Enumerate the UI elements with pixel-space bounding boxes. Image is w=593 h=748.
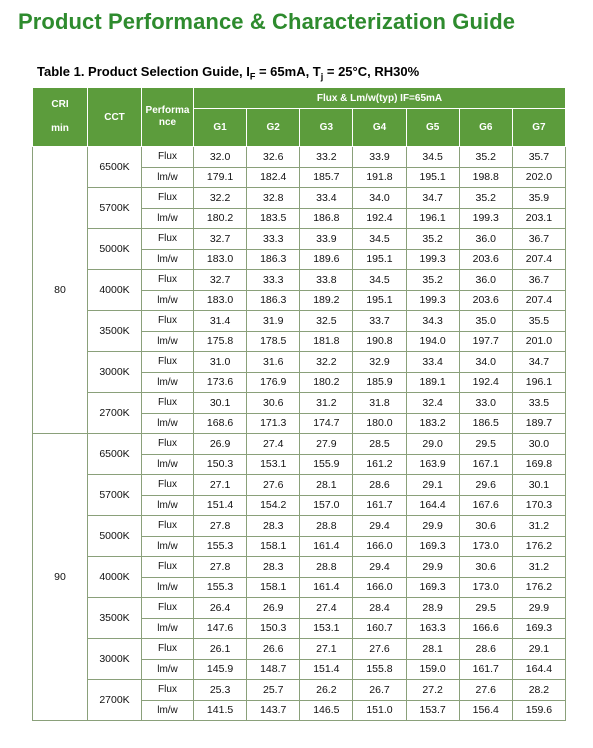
flux-value-cell: 36.7 — [512, 270, 565, 291]
cct-cell: 3500K — [88, 311, 142, 352]
group-header: G2 — [247, 109, 300, 147]
flux-value-cell: 29.1 — [512, 639, 565, 660]
table-row — [33, 270, 566, 291]
flux-value-cell: 28.8 — [300, 557, 353, 578]
flux-value-cell: 25.7 — [247, 680, 300, 701]
flux-value-cell: 28.4 — [353, 598, 406, 619]
lmw-value-cell: 164.4 — [512, 659, 565, 680]
flux-value-cell: 28.8 — [300, 516, 353, 537]
flux-value-cell: 31.2 — [300, 393, 353, 414]
lmw-value-cell: 154.2 — [247, 495, 300, 516]
lmw-value-cell: 202.0 — [512, 167, 565, 188]
lmw-value-cell: 161.4 — [300, 577, 353, 598]
lmw-value-cell: 150.3 — [194, 454, 247, 475]
flux-value-cell: 35.2 — [459, 147, 512, 168]
perf-label-cell: lm/w — [142, 413, 194, 434]
flux-value-cell: 32.0 — [194, 147, 247, 168]
lmw-value-cell: 203.6 — [459, 290, 512, 311]
cct-cell: 2700K — [88, 680, 142, 721]
perf-label-cell: Flux — [142, 393, 194, 414]
flux-value-cell: 27.6 — [247, 475, 300, 496]
lmw-value-cell: 180.0 — [353, 413, 406, 434]
table-row — [33, 516, 566, 537]
lmw-value-cell: 151.4 — [194, 495, 247, 516]
flux-value-cell: 27.8 — [194, 557, 247, 578]
lmw-value-cell: 192.4 — [459, 372, 512, 393]
cct-cell: 5000K — [88, 516, 142, 557]
flux-value-cell: 31.0 — [194, 352, 247, 373]
lmw-value-cell: 183.5 — [247, 208, 300, 229]
flux-value-cell: 32.7 — [194, 270, 247, 291]
flux-value-cell: 31.2 — [512, 557, 565, 578]
flux-value-cell: 31.8 — [353, 393, 406, 414]
lmw-value-cell: 191.8 — [353, 167, 406, 188]
lmw-value-cell: 185.9 — [353, 372, 406, 393]
flux-value-cell: 27.6 — [459, 680, 512, 701]
lmw-value-cell: 196.1 — [406, 208, 459, 229]
lmw-value-cell: 147.6 — [194, 618, 247, 639]
flux-value-cell: 34.5 — [353, 229, 406, 250]
perf-label-cell: Flux — [142, 147, 194, 168]
lmw-value-cell: 166.0 — [353, 577, 406, 598]
flux-value-cell: 33.3 — [247, 270, 300, 291]
lmw-value-cell: 173.6 — [194, 372, 247, 393]
flux-value-cell: 35.0 — [459, 311, 512, 332]
lmw-value-cell: 199.3 — [406, 290, 459, 311]
lmw-value-cell: 157.0 — [300, 495, 353, 516]
lmw-value-cell: 186.3 — [247, 290, 300, 311]
lmw-value-cell: 163.9 — [406, 454, 459, 475]
lmw-value-cell: 189.1 — [406, 372, 459, 393]
lmw-value-cell: 166.0 — [353, 536, 406, 557]
lmw-value-cell: 171.3 — [247, 413, 300, 434]
lmw-value-cell: 181.8 — [300, 331, 353, 352]
lmw-value-cell: 199.3 — [459, 208, 512, 229]
performance-header: Performa nce — [142, 88, 194, 147]
perf-label-cell: lm/w — [142, 372, 194, 393]
lmw-value-cell: 155.3 — [194, 577, 247, 598]
flux-value-cell: 31.4 — [194, 311, 247, 332]
lmw-value-cell: 192.4 — [353, 208, 406, 229]
lmw-value-cell: 195.1 — [353, 249, 406, 270]
lmw-value-cell: 195.1 — [353, 290, 406, 311]
flux-value-cell: 26.9 — [247, 598, 300, 619]
flux-value-cell: 26.4 — [194, 598, 247, 619]
lmw-value-cell: 148.7 — [247, 659, 300, 680]
table-row — [33, 188, 566, 209]
lmw-value-cell: 182.4 — [247, 167, 300, 188]
perf-label-cell: Flux — [142, 598, 194, 619]
flux-value-cell: 33.2 — [300, 147, 353, 168]
flux-value-cell: 35.2 — [406, 270, 459, 291]
cct-cell: 6500K — [88, 147, 142, 188]
perf-label-cell: lm/w — [142, 536, 194, 557]
flux-value-cell: 28.2 — [512, 680, 565, 701]
flux-value-cell: 28.3 — [247, 557, 300, 578]
lmw-value-cell: 141.5 — [194, 700, 247, 721]
flux-value-cell: 33.5 — [512, 393, 565, 414]
flux-value-cell: 34.5 — [406, 147, 459, 168]
flux-value-cell: 32.5 — [300, 311, 353, 332]
lmw-value-cell: 161.4 — [300, 536, 353, 557]
lmw-value-cell: 176.9 — [247, 372, 300, 393]
lmw-value-cell: 183.2 — [406, 413, 459, 434]
lmw-value-cell: 150.3 — [247, 618, 300, 639]
flux-value-cell: 28.1 — [406, 639, 459, 660]
lmw-value-cell: 151.0 — [353, 700, 406, 721]
perf-label-cell: lm/w — [142, 495, 194, 516]
cri-cell: 90 — [33, 434, 88, 721]
lmw-value-cell: 194.0 — [406, 331, 459, 352]
flux-value-cell: 30.1 — [512, 475, 565, 496]
flux-value-cell: 29.1 — [406, 475, 459, 496]
lmw-value-cell: 161.2 — [353, 454, 406, 475]
flux-value-cell: 30.0 — [512, 434, 565, 455]
flux-value-cell: 31.6 — [247, 352, 300, 373]
cct-cell: 5000K — [88, 229, 142, 270]
flux-value-cell: 32.2 — [194, 188, 247, 209]
perf-label-cell: lm/w — [142, 249, 194, 270]
cct-cell: 3000K — [88, 639, 142, 680]
perf-label-cell: lm/w — [142, 659, 194, 680]
table-row — [33, 598, 566, 619]
lmw-value-cell: 158.1 — [247, 536, 300, 557]
lmw-value-cell: 145.9 — [194, 659, 247, 680]
perf-label-cell: Flux — [142, 311, 194, 332]
cct-cell: 5700K — [88, 188, 142, 229]
lmw-value-cell: 190.8 — [353, 331, 406, 352]
flux-value-cell: 29.4 — [353, 557, 406, 578]
table-row — [33, 557, 566, 578]
flux-value-cell: 33.9 — [353, 147, 406, 168]
flux-value-cell: 31.9 — [247, 311, 300, 332]
flux-value-cell: 26.1 — [194, 639, 247, 660]
flux-value-cell: 35.7 — [512, 147, 565, 168]
lmw-value-cell: 160.7 — [353, 618, 406, 639]
flux-value-cell: 28.6 — [459, 639, 512, 660]
flux-value-cell: 27.1 — [300, 639, 353, 660]
perf-label-cell: lm/w — [142, 290, 194, 311]
flux-value-cell: 32.6 — [247, 147, 300, 168]
product-selection-table — [32, 87, 566, 721]
lmw-value-cell: 207.4 — [512, 290, 565, 311]
perf-label-cell: Flux — [142, 188, 194, 209]
flux-value-cell: 28.9 — [406, 598, 459, 619]
lmw-value-cell: 178.5 — [247, 331, 300, 352]
perf-label-cell: Flux — [142, 680, 194, 701]
flux-value-cell: 33.4 — [300, 188, 353, 209]
table-row — [33, 147, 566, 168]
group-header: G7 — [512, 109, 565, 147]
perf-label-cell: lm/w — [142, 618, 194, 639]
lmw-value-cell: 156.4 — [459, 700, 512, 721]
lmw-value-cell: 159.0 — [406, 659, 459, 680]
lmw-value-cell: 164.4 — [406, 495, 459, 516]
flux-value-cell: 30.6 — [247, 393, 300, 414]
flux-value-cell: 27.9 — [300, 434, 353, 455]
flux-value-cell: 30.1 — [194, 393, 247, 414]
flux-value-cell: 32.9 — [353, 352, 406, 373]
table-row — [33, 680, 566, 701]
lmw-value-cell: 159.6 — [512, 700, 565, 721]
flux-value-cell: 36.7 — [512, 229, 565, 250]
lmw-value-cell: 153.1 — [300, 618, 353, 639]
perf-label-cell: lm/w — [142, 167, 194, 188]
flux-value-cell: 34.0 — [353, 188, 406, 209]
cri-cell: 80 — [33, 147, 88, 434]
perf-label-cell: lm/w — [142, 577, 194, 598]
lmw-value-cell: 151.4 — [300, 659, 353, 680]
lmw-value-cell: 155.3 — [194, 536, 247, 557]
lmw-value-cell: 169.3 — [512, 618, 565, 639]
lmw-value-cell: 203.6 — [459, 249, 512, 270]
lmw-value-cell: 166.6 — [459, 618, 512, 639]
flux-value-cell: 29.5 — [459, 598, 512, 619]
table-body — [33, 147, 566, 721]
cct-cell: 3000K — [88, 352, 142, 393]
flux-group-header: Flux & Lm/w(typ) IF=65mA — [194, 88, 566, 109]
flux-value-cell: 28.3 — [247, 516, 300, 537]
group-header: G5 — [406, 109, 459, 147]
flux-value-cell: 28.6 — [353, 475, 406, 496]
lmw-value-cell: 168.6 — [194, 413, 247, 434]
flux-value-cell: 26.7 — [353, 680, 406, 701]
lmw-value-cell: 146.5 — [300, 700, 353, 721]
flux-value-cell: 29.0 — [406, 434, 459, 455]
lmw-value-cell: 207.4 — [512, 249, 565, 270]
table-row — [33, 434, 566, 455]
lmw-value-cell: 176.2 — [512, 536, 565, 557]
flux-value-cell: 29.9 — [406, 557, 459, 578]
lmw-value-cell: 195.1 — [406, 167, 459, 188]
perf-label-cell: lm/w — [142, 331, 194, 352]
flux-value-cell: 32.8 — [247, 188, 300, 209]
lmw-value-cell: 180.2 — [194, 208, 247, 229]
lmw-value-cell: 175.8 — [194, 331, 247, 352]
perf-label-cell: lm/w — [142, 454, 194, 475]
flux-value-cell: 29.6 — [459, 475, 512, 496]
flux-value-cell: 33.4 — [406, 352, 459, 373]
lmw-value-cell: 161.7 — [353, 495, 406, 516]
flux-value-cell: 34.7 — [406, 188, 459, 209]
flux-value-cell: 33.8 — [300, 270, 353, 291]
flux-value-cell: 32.4 — [406, 393, 459, 414]
table-row — [33, 352, 566, 373]
perf-label-cell: Flux — [142, 475, 194, 496]
cct-cell: 4000K — [88, 270, 142, 311]
lmw-value-cell: 167.1 — [459, 454, 512, 475]
flux-value-cell: 35.9 — [512, 188, 565, 209]
flux-value-cell: 29.5 — [459, 434, 512, 455]
lmw-value-cell: 189.6 — [300, 249, 353, 270]
flux-value-cell: 27.4 — [300, 598, 353, 619]
flux-value-cell: 33.9 — [300, 229, 353, 250]
flux-value-cell: 27.6 — [353, 639, 406, 660]
lmw-value-cell: 153.7 — [406, 700, 459, 721]
flux-value-cell: 33.0 — [459, 393, 512, 414]
perf-label-cell: Flux — [142, 557, 194, 578]
flux-value-cell: 31.2 — [512, 516, 565, 537]
flux-value-cell: 36.0 — [459, 229, 512, 250]
lmw-value-cell: 161.7 — [459, 659, 512, 680]
lmw-value-cell: 179.1 — [194, 167, 247, 188]
perf-label-cell: Flux — [142, 270, 194, 291]
lmw-value-cell: 143.7 — [247, 700, 300, 721]
lmw-value-cell: 186.3 — [247, 249, 300, 270]
page-title: Product Performance & Characterization Guide — [18, 9, 516, 34]
flux-value-cell: 28.5 — [353, 434, 406, 455]
flux-value-cell: 26.2 — [300, 680, 353, 701]
table-row — [33, 639, 566, 660]
lmw-value-cell: 176.2 — [512, 577, 565, 598]
table-row — [33, 311, 566, 332]
perf-label-cell: lm/w — [142, 208, 194, 229]
table-row — [33, 229, 566, 250]
lmw-value-cell: 180.2 — [300, 372, 353, 393]
flux-value-cell: 34.7 — [512, 352, 565, 373]
lmw-value-cell: 163.3 — [406, 618, 459, 639]
perf-label-cell: Flux — [142, 434, 194, 455]
flux-value-cell: 34.0 — [459, 352, 512, 373]
flux-value-cell: 30.6 — [459, 557, 512, 578]
table-caption: Table 1. Product Selection Guide, $I_F = 65mA$, $T_j = 25^\circ C$, RH30% — [37, 64, 420, 82]
table-row — [33, 393, 566, 414]
lmw-value-cell: 199.3 — [406, 249, 459, 270]
cct-header: CCT — [88, 88, 142, 147]
flux-value-cell: 29.9 — [406, 516, 459, 537]
lmw-value-cell: 196.1 — [512, 372, 565, 393]
perf-label-cell: Flux — [142, 352, 194, 373]
lmw-value-cell: 173.0 — [459, 536, 512, 557]
lmw-value-cell: 189.2 — [300, 290, 353, 311]
lmw-value-cell: 158.1 — [247, 577, 300, 598]
flux-value-cell: 35.2 — [459, 188, 512, 209]
lmw-value-cell: 189.7 — [512, 413, 565, 434]
lmw-value-cell: 155.9 — [300, 454, 353, 475]
flux-value-cell: 32.7 — [194, 229, 247, 250]
lmw-value-cell: 197.7 — [459, 331, 512, 352]
flux-value-cell: 32.2 — [300, 352, 353, 373]
lmw-value-cell: 169.3 — [406, 577, 459, 598]
lmw-value-cell: 153.1 — [247, 454, 300, 475]
table-row — [33, 475, 566, 496]
lmw-value-cell: 167.6 — [459, 495, 512, 516]
group-header: G4 — [353, 109, 406, 147]
perf-label-cell: Flux — [142, 639, 194, 660]
lmw-value-cell: 170.3 — [512, 495, 565, 516]
lmw-value-cell: 173.0 — [459, 577, 512, 598]
lmw-value-cell: 198.8 — [459, 167, 512, 188]
lmw-value-cell: 183.0 — [194, 290, 247, 311]
flux-value-cell: 27.2 — [406, 680, 459, 701]
lmw-value-cell: 203.1 — [512, 208, 565, 229]
group-header: G6 — [459, 109, 512, 147]
perf-label-cell: Flux — [142, 516, 194, 537]
flux-value-cell: 26.6 — [247, 639, 300, 660]
lmw-value-cell: 169.8 — [512, 454, 565, 475]
flux-value-cell: 35.2 — [406, 229, 459, 250]
lmw-value-cell: 185.7 — [300, 167, 353, 188]
flux-value-cell: 27.8 — [194, 516, 247, 537]
flux-value-cell: 33.7 — [353, 311, 406, 332]
flux-value-cell: 27.4 — [247, 434, 300, 455]
cct-cell: 3500K — [88, 598, 142, 639]
flux-value-cell: 29.9 — [512, 598, 565, 619]
flux-value-cell: 25.3 — [194, 680, 247, 701]
cct-cell: 6500K — [88, 434, 142, 475]
group-header: G3 — [300, 109, 353, 147]
cct-cell: 5700K — [88, 475, 142, 516]
lmw-value-cell: 174.7 — [300, 413, 353, 434]
cri-header: CRI min — [33, 88, 88, 147]
lmw-value-cell: 186.8 — [300, 208, 353, 229]
flux-value-cell: 29.4 — [353, 516, 406, 537]
flux-value-cell: 35.5 — [512, 311, 565, 332]
cct-cell: 2700K — [88, 393, 142, 434]
lmw-value-cell: 155.8 — [353, 659, 406, 680]
flux-value-cell: 26.9 — [194, 434, 247, 455]
lmw-value-cell: 201.0 — [512, 331, 565, 352]
flux-value-cell: 28.1 — [300, 475, 353, 496]
lmw-value-cell: 183.0 — [194, 249, 247, 270]
flux-value-cell: 34.3 — [406, 311, 459, 332]
flux-value-cell: 36.0 — [459, 270, 512, 291]
group-header: G1 — [194, 109, 247, 147]
flux-value-cell: 30.6 — [459, 516, 512, 537]
flux-value-cell: 33.3 — [247, 229, 300, 250]
lmw-value-cell: 186.5 — [459, 413, 512, 434]
perf-label-cell: lm/w — [142, 700, 194, 721]
lmw-value-cell: 169.3 — [406, 536, 459, 557]
cct-cell: 4000K — [88, 557, 142, 598]
flux-value-cell: 34.5 — [353, 270, 406, 291]
perf-label-cell: Flux — [142, 229, 194, 250]
flux-value-cell: 27.1 — [194, 475, 247, 496]
